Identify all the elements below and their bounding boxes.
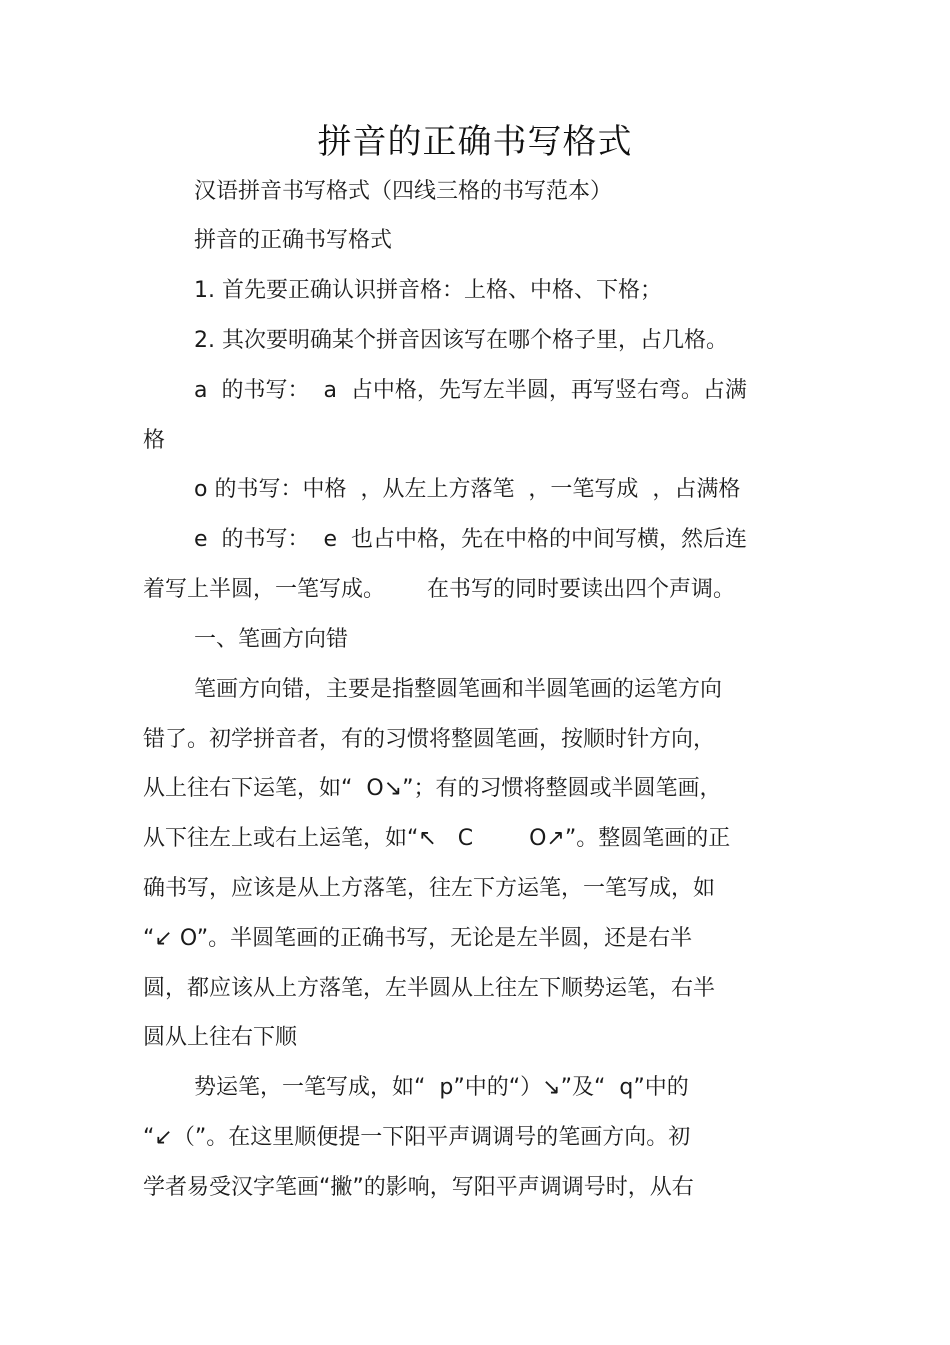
text-line: 着写上半圆，一笔写成。 在书写的同时要读出四个声调。 (143, 577, 735, 602)
text-line: 势运笔，一笔写成，如“ p”中的“）↘”及“ q”中的 (194, 1075, 689, 1100)
text-line: a 的书写： a 占中格，先写左半圆，再写竖右弯。占满 (194, 378, 747, 403)
section-heading: 一、笔画方向错 (194, 627, 349, 652)
text-line: 错了。初学拼音者，有的习惯将整圆笔画，按顺时针方向， (143, 727, 716, 752)
text-line: 2. 其次要明确某个拼音因该写在哪个格子里，占几格。 (194, 328, 728, 353)
text-line: 圆从上往右下顺 (143, 1025, 298, 1050)
page-title: 拼音的正确书写格式 (317, 122, 633, 162)
text-line: 圆，都应该从上方落笔，左半圆从上往左下顺势运笔，右半 (143, 976, 716, 1001)
text-line: 格 (143, 428, 166, 453)
text-line: “↙（”。在这里顺便提一下阳平声调调号的笔画方向。初 (143, 1125, 691, 1150)
text-line: e 的书写： e 也占中格，先在中格的中间写横，然后连 (194, 527, 748, 552)
text-line: 1. 首先要正确认识拼音格：上格、中格、下格； (194, 278, 662, 303)
text-line: 笔画方向错，主要是指整圆笔画和半圆笔画的运笔方向 (194, 677, 723, 702)
text-line: 从下往左上或右上运笔，如“↖ C O↗”。整圆笔画的正 (143, 826, 731, 851)
text-line: 汉语拼音书写格式（四线三格的书写范本） (194, 179, 613, 204)
text-line: “↙ O”。半圆笔画的正确书写，无论是左半圆，还是右半 (143, 926, 693, 951)
text-line: 确书写，应该是从上方落笔，往左下方运笔，一笔写成，如 (143, 876, 716, 901)
text-line: o 的书写：中格 ，从左上方落笔 ，一笔写成 ，占满格 (194, 477, 741, 502)
text-line: 学者易受汉字笔画“撇”的影响，写阳平声调调号时，从右 (143, 1175, 694, 1200)
text-line: 从上往右下运笔，如“ O↘”；有的习惯将整圆或半圆笔画， (143, 776, 722, 801)
text-line: 拼音的正确书写格式 (194, 228, 393, 253)
